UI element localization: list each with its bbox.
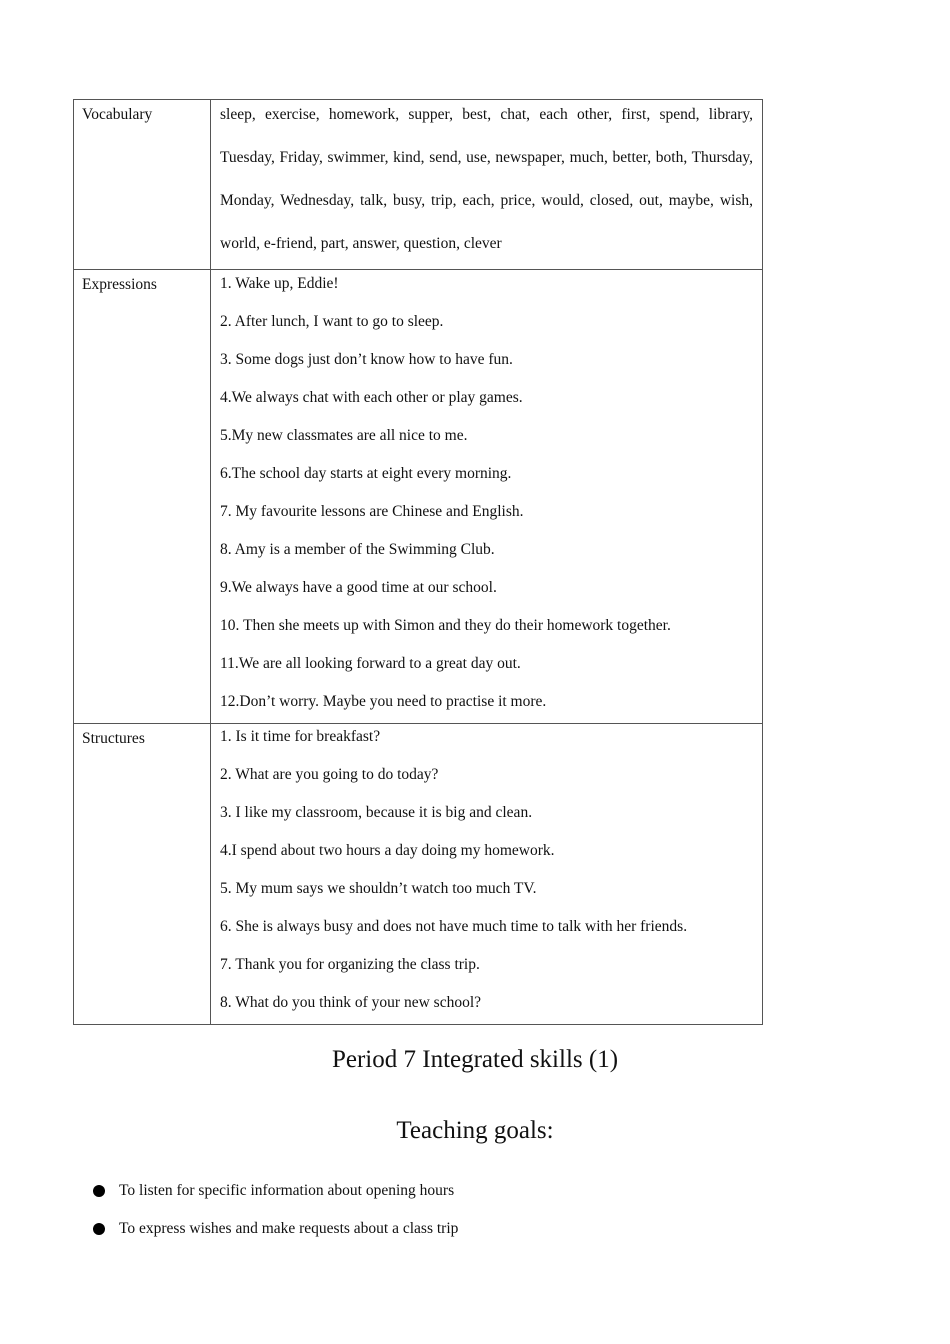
bullet-icon <box>93 1185 105 1197</box>
structures-cell <box>211 724 763 1025</box>
list-item: 10. Then she meets up with Simon and they do their homework together. <box>220 617 671 634</box>
list-item: 5.My new classmates are all nice to me. <box>220 427 468 444</box>
section-heading-goals: Teaching goals: <box>396 1117 554 1144</box>
list-item: 11.We are all looking forward to a great day out. <box>220 655 521 672</box>
list-item: 7. Thank you for organizing the class trip. <box>220 956 480 973</box>
teaching-goals-list <box>93 1178 458 1254</box>
list-item: 12.Don’t worry. Maybe you need to practise it more. <box>220 693 547 710</box>
list-item: 4.We always chat with each other or play games. <box>220 389 523 406</box>
row-label: Vocabulary <box>74 100 211 270</box>
goal-text: To listen for specific information about opening hours <box>119 1182 455 1199</box>
list-item: 6.The school day starts at eight every morning. <box>220 465 512 482</box>
list-item: 2. After lunch, I want to go to sleep. <box>220 313 444 330</box>
list-item: 5. My mum says we shouldn’t watch too much TV. <box>220 880 537 897</box>
list-item <box>93 1178 458 1216</box>
goal-text: To express wishes and make requests about a class trip <box>119 1220 459 1237</box>
list-item: 6. She is always busy and does not have much time to talk with her friends. <box>220 918 688 935</box>
table-row-structures <box>74 724 763 1025</box>
expressions-cell <box>211 270 763 724</box>
bullet-icon <box>93 1223 105 1235</box>
list-item: 1. Wake up, Eddie! <box>220 275 339 292</box>
list-item: 1. Is it time for breakfast? <box>220 728 381 745</box>
table-row-vocabulary <box>74 100 763 270</box>
section-heading-period: Period 7 Integrated skills (1) <box>331 1046 619 1073</box>
list-item <box>93 1216 458 1254</box>
list-item: 3. I like my classroom, because it is big and clean. <box>220 804 533 821</box>
list-item: 7. My favourite lessons are Chinese and English. <box>220 503 524 520</box>
list-item: 2. What are you going to do today? <box>220 766 439 783</box>
list-item: 8. What do you think of your new school? <box>220 994 482 1011</box>
list-item: 4.I spend about two hours a day doing my homework. <box>220 842 555 859</box>
vocabulary-cell <box>211 100 763 270</box>
expressions-list <box>220 270 753 723</box>
structures-list <box>220 724 753 1024</box>
vocabulary-text: sleep, exercise, homework, supper, best, chat, each other, first, spend, library, Tuesday, Friday, swimmer, kind, send, use, newspaper, much, better, both, Thursday, Monday, Wednesday, talk, busy, trip, each, price, would, closed, out, maybe, wish, world, e-friend, part, answer, question, clever <box>220 106 753 252</box>
table-row-expressions <box>74 270 763 724</box>
lesson-summary-table <box>73 99 763 1025</box>
list-item: 3. Some dogs just don’t know how to have fun. <box>220 351 513 368</box>
list-item: 8. Amy is a member of the Swimming Club. <box>220 541 495 558</box>
row-label: Structures <box>74 724 211 1025</box>
row-label: Expressions <box>74 270 211 724</box>
list-item: 9.We always have a good time at our school. <box>220 579 497 596</box>
